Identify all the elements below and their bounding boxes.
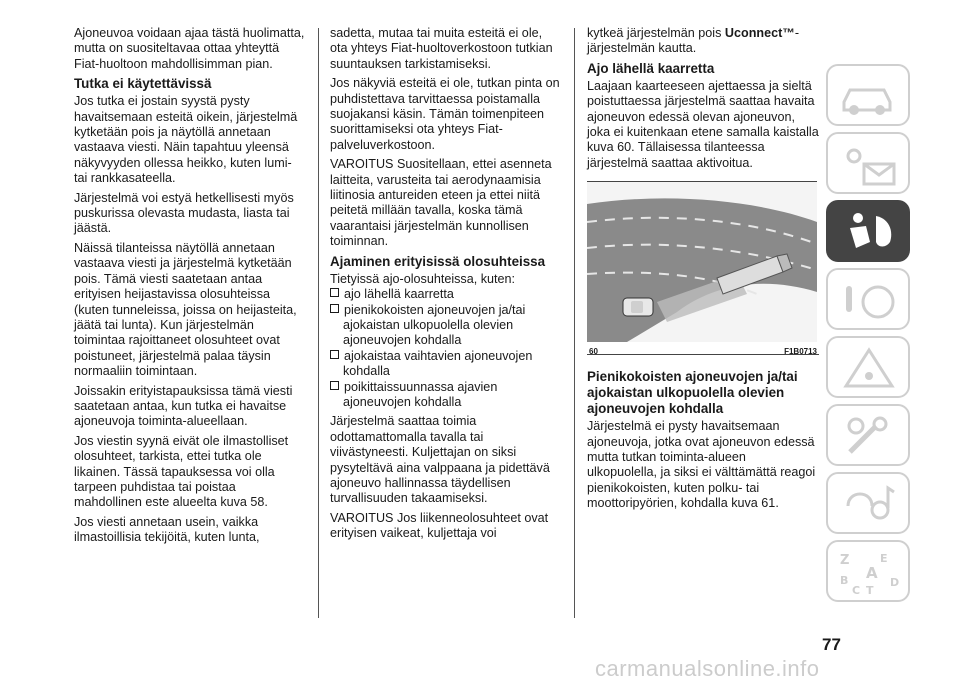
index-letter: D xyxy=(890,576,900,589)
figure-number: 60 xyxy=(589,347,598,357)
index-letter: A xyxy=(866,564,878,582)
warning-lights-icon xyxy=(836,140,902,188)
emergency-icon xyxy=(836,344,902,392)
paragraph: kytkeä järjestelmän pois Uconnect™-järjestelmän kautta. xyxy=(587,26,800,56)
safety-airbag-icon xyxy=(836,208,902,256)
section-heading: Tutka ei käytettävissä xyxy=(74,76,212,92)
tab-service[interactable] xyxy=(826,404,910,466)
checkbox-square-icon xyxy=(330,350,339,359)
dashboard-car-icon xyxy=(836,72,902,120)
multimedia-icon xyxy=(836,480,902,528)
curve-road-illustration xyxy=(587,182,817,342)
index-letter: B xyxy=(840,574,849,587)
index-letter: Z xyxy=(840,553,850,568)
watermark: carmanualsonline.info xyxy=(595,656,820,681)
list-item: poikittaissuunnassa ajavien ajoneuvojen kohdalla xyxy=(330,380,562,411)
paragraph: Joissakin erityistapauksissa tämä viesti saatetaan antaa, kun tutka ei havaitse ajoneuvoja toiminta-alueellaan. xyxy=(74,383,293,429)
tab-starting-driving[interactable] xyxy=(826,268,910,330)
list-item: ajokaistaa vaihtavien ajoneuvojen kohdalla xyxy=(330,349,562,380)
section-heading: Pienikokoisten ajoneuvojen ja/tai ajokaistan ulkopuolella olevien ajoneuvojen kohdalla xyxy=(587,369,798,417)
paragraph: Järjestelmä ei pysty havaitsemaan ajoneuvoja, jotka ovat ajoneuvon edessä mutta tutkan toiminta-alueen ulkopuolella, ja siksi ei välttämättä reagoi pienikokoisten, kuten polku- tai moottoripyörien, kohdalla kuva 61. xyxy=(587,419,816,511)
paragraph: Jos näkyviä esteitä ei ole, tutkan pinta on puhdistettava tarvittaessa poistamalla suojakansi käsin. Tämän toimenpiteen suorittamiseksi ota yhteys Fiat-palveluverkostoon. xyxy=(330,76,560,152)
paragraph: Järjestelmä saattaa toimia odottamattomalla tavalla tai viivästyneesti. Kuljettajan on siksi pysyteltävä aina valppaana ja pidettävä ajoneuvo hallinnassa täydellisen turvallisuuden takaamiseksi. xyxy=(330,414,550,506)
checkbox-square-icon xyxy=(330,288,339,297)
text-column-1 xyxy=(74,26,306,550)
tab-safety[interactable] xyxy=(826,200,910,262)
paragraph: Jos viestin syynä eivät ole ilmastolliset olosuhteet, tarkista, ettei tutka ole likainen. Tässä tapauksessa voi olla tarpeen puhdistaa tai poistaa mahdollinen este alueelta kuva 58. xyxy=(74,433,289,510)
paragraph: sadetta, mutaa tai muita esteitä ei ole, ota yhteys Fiat-huoltoverkostoon tutkian suuntauksen tarkistamiseksi. xyxy=(330,26,553,71)
paragraph: Tietyissä ajo-olosuhteissa, kuten: xyxy=(330,271,516,286)
bullet-list xyxy=(330,287,562,410)
index-letter: C xyxy=(852,584,861,596)
paragraph: Ajoneuvoa voidaan ajaa tästä huolimatta, mutta on suositeltavaa ottaa yhteyttä Fiat-huoltoon mahdollisimman pian. xyxy=(74,26,305,71)
section-heading: Ajaminen erityisissä olosuhteissa xyxy=(330,253,546,269)
steering-start-icon xyxy=(836,276,902,324)
service-tools-icon xyxy=(836,412,902,460)
warning-paragraph: VAROITUS Jos liikenneolosuhteet ovat erityisen vaikeat, kuljettaja voi xyxy=(330,510,549,541)
column-divider xyxy=(318,28,319,618)
warning-paragraph: VAROITUS Suositellaan, ettei asenneta laitteita, varusteita tai aerodynaamisia liitinosia antureiden eteen ja ettei niitä peitetä millään tavalla, koska tämä vaarantaisi järjestelmän kunnollisen toiminnan. xyxy=(330,157,552,249)
tab-warning-lights[interactable] xyxy=(826,132,910,194)
page-number: 77 xyxy=(822,635,841,654)
index-letter: E xyxy=(880,552,888,565)
paragraph: Näissä tilanteissa näytöllä annetaan vastaava viesti ja järjestelmä kytketään pois. Tämä viesti saatetaan antaa erityisen heijastavissa olosuhteissa (kuten tunneleissa, joissa on heijasteita, jäätä tai lunta). Kun järjestelmän toimintaa rajoittaneet olosuhteet ovat poistuneet, järjestelmä palaa täysin normaaliin toimintaan. xyxy=(74,240,297,379)
list-item: ajo lähellä kaarretta xyxy=(330,287,562,302)
column-divider xyxy=(574,28,575,618)
checkbox-square-icon xyxy=(330,381,339,390)
section-heading: Ajo lähellä kaarretta xyxy=(587,60,715,76)
paragraph: Järjestelmä voi estyä hetkellisesti myös puskurissa olevasta mudasta, liasta tai jäästä. xyxy=(74,190,294,236)
text-column-2 xyxy=(330,26,562,546)
paragraph: Jos viesti annetaan usein, vaikka ilmastoillisia tekijöitä, kuten lunta, xyxy=(74,514,260,545)
tab-multimedia[interactable] xyxy=(826,472,910,534)
text-column-3 xyxy=(587,26,819,516)
figure-code: F1B0713 xyxy=(784,347,817,357)
tab-emergency[interactable] xyxy=(826,336,910,398)
figure-curve-illustration xyxy=(587,181,817,342)
paragraph: Laajaan kaarteeseen ajettaessa ja sieltä poistuttaessa järjestelmä saattaa havaita ajoneuvon edessä olevan ajoneuvon, joka ei kuitenkaan etene samalla kaistalla kuva 60. Tällaisessa tilanteessa järjestelmä saattaa aktivoitua. xyxy=(587,78,819,170)
tab-dashboard[interactable] xyxy=(826,64,910,126)
tab-index[interactable] xyxy=(826,540,910,602)
list-item: pienikokoisten ajoneuvojen ja/tai ajokaistan ulkopuolella olevien ajoneuvojen kohdalla xyxy=(330,303,562,349)
figure-caption xyxy=(587,342,819,355)
index-letters-icon xyxy=(836,548,902,596)
checkbox-square-icon xyxy=(330,304,339,313)
brand-name: Uconnect™ xyxy=(724,26,795,40)
paragraph: Jos tutka ei jostain syystä pysty havaitsemaan esteitä oikein, järjestelmä kytketään pois ja näytöllä annetaan vastaava viesti. Näin tapahtuu yleensä näkyvyyden ollessa heikko, kuten lumi- tai rankkasateella. xyxy=(74,94,298,186)
index-letter: T xyxy=(866,584,874,596)
